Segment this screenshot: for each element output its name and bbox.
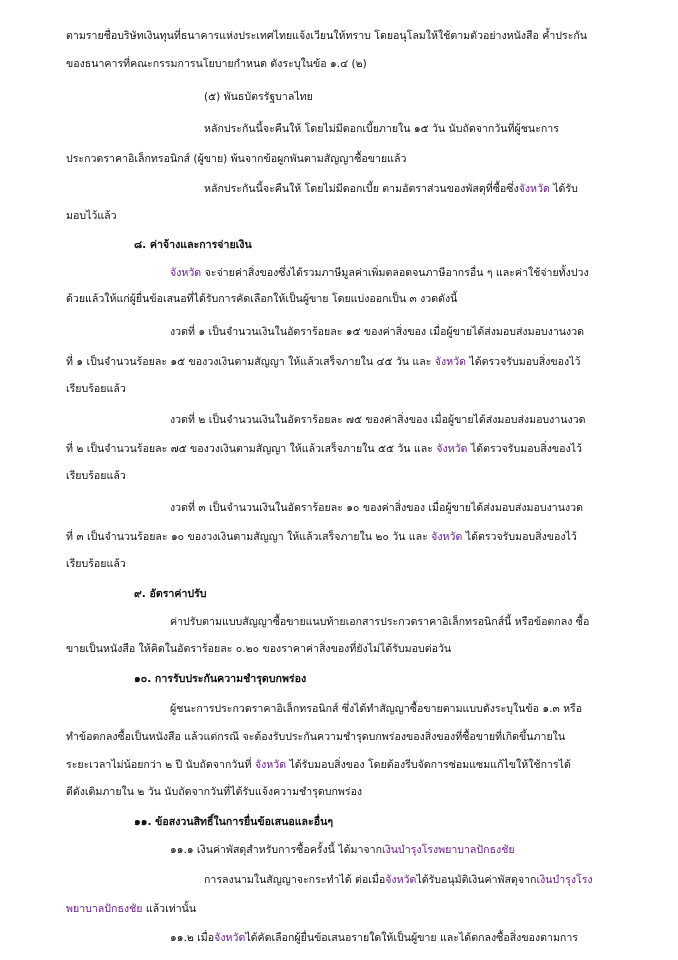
text-line: ตามรายชื่อบริษัทเงินทุนที่ธนาคารแห่งประเทศไทยแจ้งเวียนให้ทราบ โดยอนุโลมให้ใช้ตามตัวอย่างหนังสือ ค้ำประกัน: [66, 30, 588, 42]
text-line: ระยะเวลาไม่น้อยกว่า ๒ ปี นับถัดจากวันที่ จังหวัด ได้รับมอบสิ่งของ โดยต้องรีบจัดการซ่อมแซมแก้ไขให้ใช้การได้: [66, 759, 571, 771]
installment-3: งวดที่ ๓ เป็นจำนวนเงินในอัตราร้อยละ ๑๐ ของค่าสิ่งของ เมื่อผู้ขายได้ส่งมอบส่งมอบงานงวด: [170, 502, 583, 514]
province-ref: จังหวัด: [385, 874, 417, 886]
text-line: ที่ ๑ เป็นจำนวนร้อยละ ๑๕ ของวงเงินตามสัญญา ให้แล้วเสร็จภายใน ๔๕ วัน และ จังหวัด ได้ตรวจรับมอบสิ่งของไว้: [66, 356, 581, 368]
section-11-heading: ๑๑. ข้อสงวนสิทธิ์ในการยื่นข้อเสนอและอื่นๆ: [134, 816, 334, 828]
province-ref: จังหวัด: [434, 356, 466, 368]
text-line: ค่าปรับตามแบบสัญญาซื้อขายแนบท้ายเอกสารประกวดราคาอิเล็กทรอนิกส์นี้ หรือข้อตกลง ซื้อ: [170, 616, 590, 628]
installment-1: งวดที่ ๑ เป็นจำนวนเงินในอัตราร้อยละ ๑๕ ของค่าสิ่งของ เมื่อผู้ขายได้ส่งมอบส่งมอบงานงวด: [170, 326, 585, 338]
text-line: ด้วยแล้วให้แก่ผู้ยื่นข้อเสนอที่ได้รับการคัดเลือกให้เป็นผู้ขาย โดยแบ่งออกเป็น ๓ งวดดังนี้: [66, 293, 458, 305]
clause-11-2: ๑๑.๒ เมื่อจังหวัดได้คัดเลือกผู้ยื่นข้อเสนอรายใดให้เป็นผู้ขาย และได้ตกลงซื้อสิ่งของตามการ: [170, 932, 578, 944]
text-line: ของธนาคารที่คณะกรรมการนโยบายกำหนด ดังระบุในข้อ ๑.๔ (๒): [66, 58, 367, 70]
province-ref: จังหวัด: [170, 267, 202, 279]
text-line: ดีดังเดิมภายใน ๒ วัน นับถัดจากวันที่ได้รับแจ้งความชำรุดบกพร่อง: [66, 786, 363, 798]
province-ref: จังหวัด: [518, 183, 550, 195]
clause-11-1: ๑๑.๑ เงินค่าพัสดุสำหรับการซื้อครั้งนี้ ได้มาจากเงินบำรุงโรงพยาบาลปักธงชัย: [170, 844, 515, 856]
text-line: เรียบร้อยแล้ว: [66, 470, 126, 482]
funding-source: เงินบำรุงโรง: [536, 874, 593, 886]
text-line: พยาบาลปักธงชัย แล้วเท่านั้น: [66, 903, 197, 915]
text-line: เรียบร้อยแล้ว: [66, 383, 126, 395]
funding-source: พยาบาลปักธงชัย: [66, 903, 143, 915]
text-line: หลักประกันนี้จะคืนให้ โดยไม่มีดอกเบี้ย ตามอัตราส่วนของพัสดุที่ซื้อซึ่งจังหวัด ได้รับ: [204, 183, 578, 195]
province-ref: จังหวัด: [254, 759, 287, 771]
section-9-heading: ๙. อัตราค่าปรับ: [134, 588, 207, 600]
text-line: ที่ ๓ เป็นจำนวนร้อยละ ๑๐ ของวงเงินตามสัญญา ให้แล้วเสร็จภายใน ๒๐ วัน และ จังหวัด ได้ตรวจรับมอบสิ่งของไว้: [66, 531, 577, 543]
text-line: เรียบร้อยแล้ว: [66, 558, 126, 570]
province-ref: จังหวัด: [214, 932, 246, 944]
province-ref: จังหวัด: [436, 443, 468, 455]
province-ref: จังหวัด: [431, 531, 463, 543]
text-line: ผู้ชนะการประกวดราคาอิเล็กทรอนิกส์ ซึ่งได้ทำสัญญาซื้อขายตามแบบดังระบุในข้อ ๑.๓ หรือ: [170, 703, 583, 715]
text-line: การลงนามในสัญญาจะกระทำได้ ต่อเมื่อจังหวัดได้รับอนุมัติเงินค่าพัสดุจากเงินบำรุงโรง: [204, 874, 593, 886]
section-8-heading: ๘. ค่าจ้างและการจ่ายเงิน: [134, 239, 252, 251]
section-10-heading: ๑๐. การรับประกันความชำรุดบกพร่อง: [134, 673, 307, 685]
funding-source: เงินบำรุงโรงพยาบาลปักธงชัย: [382, 844, 515, 856]
text-line: ที่ ๒ เป็นจำนวนร้อยละ ๗๕ ของวงเงินตามสัญญา ให้แล้วเสร็จภายใน ๕๕ วัน และ จังหวัด ได้ตรวจรับมอบสิ่งของไว้: [66, 443, 582, 455]
text-line: หลักประกันนี้จะคืนให้ โดยไม่มีดอกเบี้ยภายใน ๑๕ วัน นับถัดจากวันที่ผู้ชนะการ: [204, 123, 559, 135]
text-line: ประกวดราคาอิเล็กทรอนิกส์ (ผู้ขาย) พ้นจากข้อผูกพันตามสัญญาซื้อขายแล้ว: [66, 153, 407, 165]
installment-2: งวดที่ ๒ เป็นจำนวนเงินในอัตราร้อยละ ๗๕ ของค่าสิ่งของ เมื่อผู้ขายได้ส่งมอบส่งมอบงานงวด: [170, 414, 586, 426]
text-line: จังหวัด จะจ่ายค่าสิ่งของซึ่งได้รวมภาษีมูลค่าเพิ่มตลอดจนภาษีอากรอื่น ๆ และค่าใช้จ่ายทั้งปวง: [170, 267, 589, 279]
text-line: ขายเป็นหนังสือ ให้คิดในอัตราร้อยละ ๐.๒๐ ของราคาค่าสิ่งของที่ยังไม่ได้รับมอบต่อวัน: [66, 643, 452, 655]
clause-5-bonds: (๕) พันธบัตรรัฐบาลไทย: [204, 91, 313, 103]
text-line: มอบไว้แล้ว: [66, 210, 117, 222]
text-line: ทำข้อตกลงซื้อเป็นหนังสือ แล้วแต่กรณี จะต้องรับประกันความชำรุดบกพร่องของสิ่งของที่ซื้อขายที่เกิดขึ้นภายใน: [66, 731, 566, 743]
